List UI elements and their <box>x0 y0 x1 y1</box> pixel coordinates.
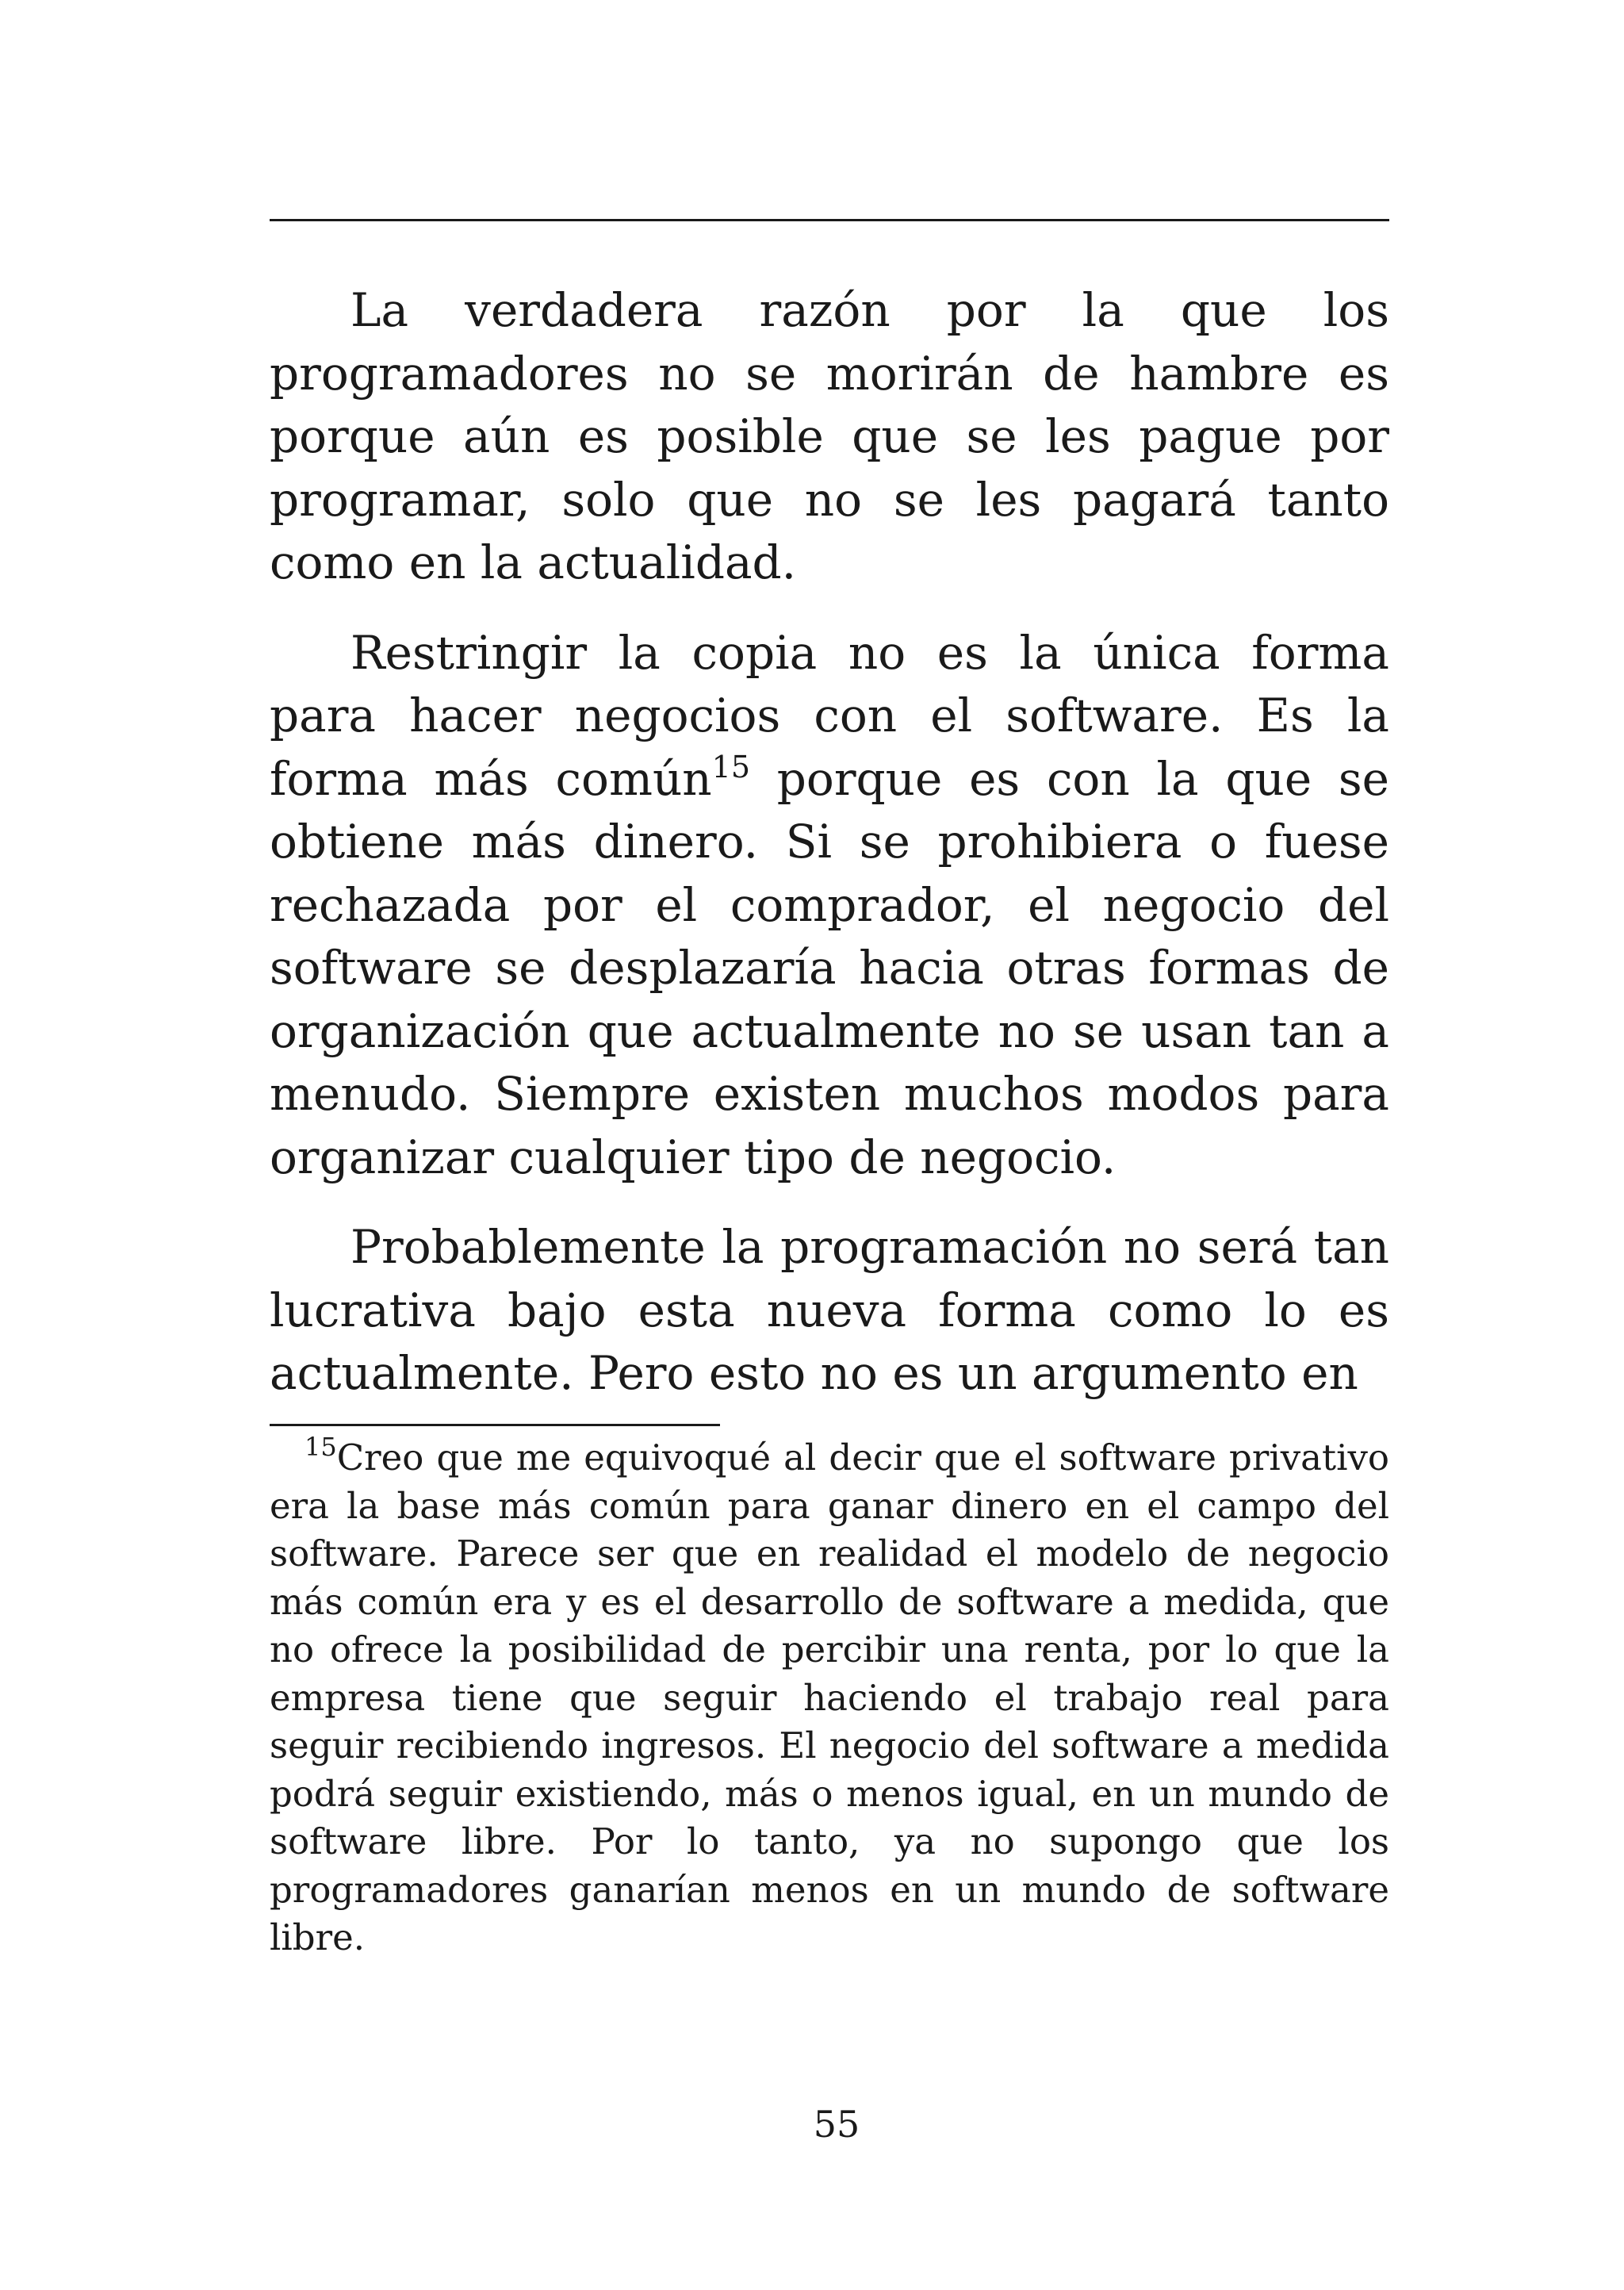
paragraph-2-text-before: Restringir la copia no es la única forma para hacer negocios con el software. Es la forma más común <box>270 625 1389 806</box>
paragraph-2 <box>270 622 1389 1190</box>
footnote-text: Creo que me equivoqué al decir que el software privativo era la base más común para ganar dinero en el campo del software. Parece ser que en realidad el modelo de negocio más común era y es el desarrollo de software a medida, que no ofrece la posibilidad de percibir una renta, por lo que la empresa tiene que seguir haciendo el trabajo real para seguir recibiendo ingresos. El negocio del software a medida podrá seguir existiendo, más o menos igual, en un mundo de software libre. Por lo tanto, ya no supongo que los programadores ganarían menos en un mundo de software libre. <box>270 1437 1389 1958</box>
main-text <box>270 279 1389 1406</box>
footnote-rule <box>270 1424 720 1426</box>
footnote-reference[interactable]: 15 <box>711 749 751 784</box>
footnote <box>270 1434 1389 1962</box>
footnote-marker: 15 <box>304 1432 337 1462</box>
paragraph-2-text-after: porque es con la que se obtiene más dinero. Si se prohibiera o fuese rechazada por el comprador, el negocio del software se desplazaría hacia otras formas de organización que actualmente no se usan tan a menudo. Siempre existen muchos modos para organizar cualquier tipo de negocio. <box>270 751 1389 1184</box>
header-rule <box>270 219 1389 221</box>
paragraph-1: La verdadera razón por la que los programadores no se morirán de hambre es porque aún es posible que se les pague por programar, solo que no se les pagará tanto como en la actualidad. <box>270 283 1389 589</box>
paragraph-3: Probablemente la programación no será tan lucrativa bajo esta nueva forma como lo es actualmente. Pero esto no es un argumento en <box>270 1220 1389 1400</box>
page-number: 55 <box>813 2103 860 2146</box>
